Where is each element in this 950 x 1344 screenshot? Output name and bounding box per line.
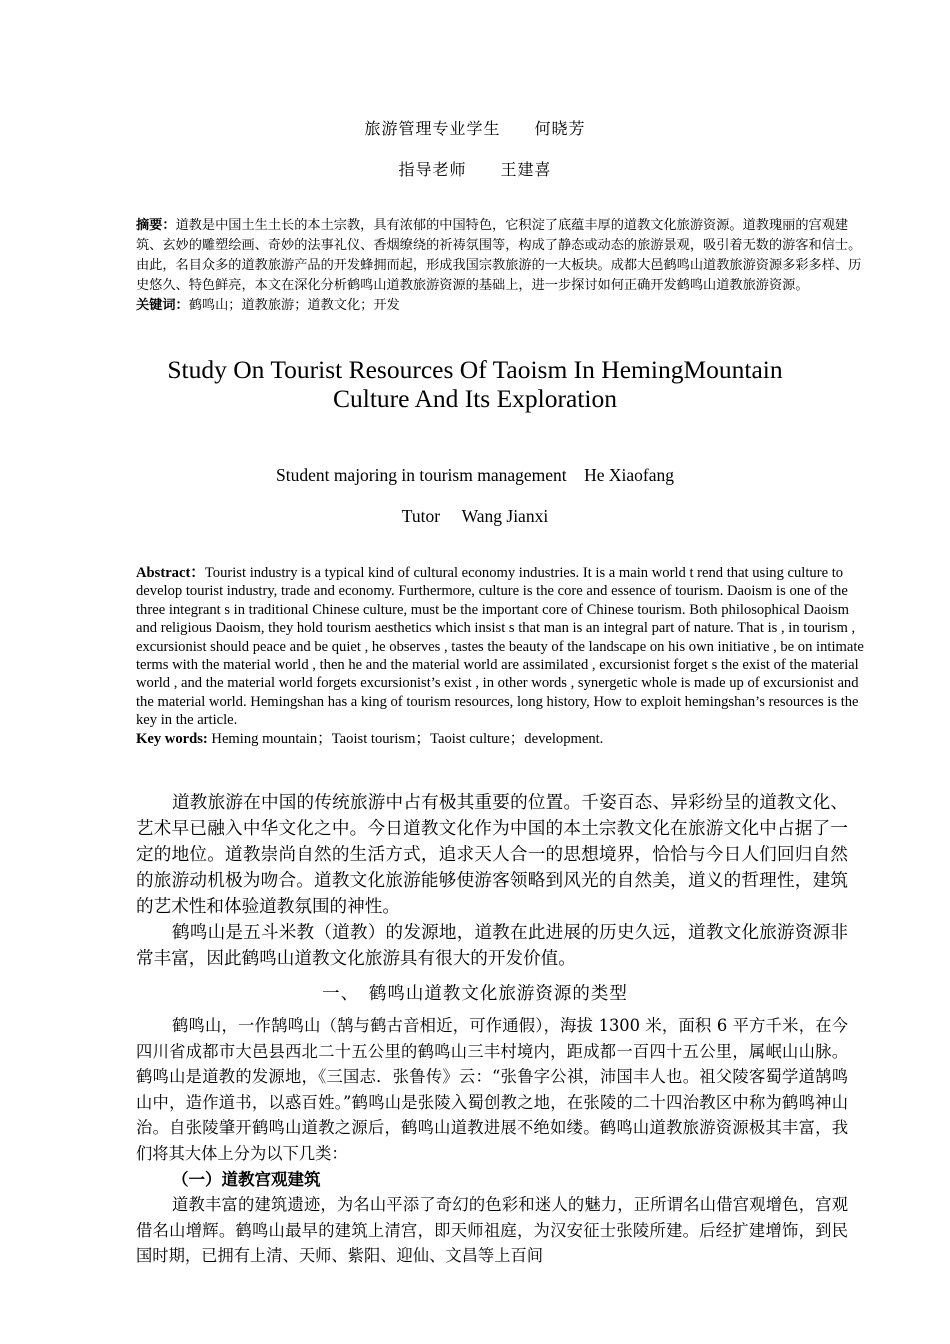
abstract-label: 摘要： [136, 218, 176, 233]
subsection-heading: （一）道教宫观建筑 [172, 1169, 321, 1189]
abstract-text: 道教是中国土生土长的本土宗教，具有浓郁的中国特色，它积淀了底蕴丰厚的道教文化旅游资源。道教瑰丽的宫观建筑、玄妙的雕塑绘画、奇妙的法事礼仪、香烟缭绕的祈祷氛围等，构成了静态或动态的旅游景观，吸引着无数的游客和信士。由此，名目众多的道教旅游产品的开发蜂拥而起，形成我国宗教旅游的一大板块。成都大邑鹤鸣山道教旅游资源多彩多样、历史悠久、特色鲜亮，本文在深化分析鹤鸣山道教旅游资源的基础上，进一步探讨如何正确开发鹤鸣山道教旅游资源。 [136, 218, 862, 293]
english-student-line: Student majoring in tourism management He Xiaofang [275, 465, 675, 485]
title-line-1: Study On Tourist Resources Of Taoism In HemingMountain [167, 355, 783, 384]
keywords-label: 关键词： [136, 298, 189, 313]
section-heading: 一、 鹤鸣山道教文化旅游资源的类型 [322, 984, 628, 1004]
english-abstract-text: Tourist industry is a typical kind of cultural economy industries. It is a main world t rend that using culture to develop tourist industry, trade and economy. Furthermore, culture is the core and essence of tourism. Daoism is one of the three integrant s in traditional Chinese culture, must be the important core of Chinese tourism. Both philosophical Daoism and religious Daoism, they hold tourism aesthetics which insist s that man is an integral part of nature. That is , in tourism , excursionist should peace and be quiet , he observes , tastes the beauty of the landscape on his own initiative , be on intimate terms with the material world , then he and the material world are assimilated , excursionist forget s the exist of the material world , and the material world forgets excursionist’s exist , in other words , synergetic whole is made up of excursionist and the material world. Hemingshan has a king of tourism resources, long history, How to exploit hemingshan’s resources is the key in the article. [136, 565, 864, 729]
student-line: 旅游管理专业学生 何晓芳 [364, 119, 586, 138]
tutor-line: 指导老师 王建喜 [398, 160, 552, 179]
title-line-2: Culture And Its Exploration [332, 384, 617, 413]
english-keywords-text: Heming mountain；Taoist tourism；Taoist culture；development. [211, 730, 604, 747]
section-paragraph-1: 鹤鸣山，一作鹄鸣山（鹄与鹤古音相近，可作通假），海拔 1300 米，面积 6 平方千米，在今四川省成都市大邑县西北二十五公里的鹤鸣山三丰村境内，距成都一百四十五公里，属岷山山脉。鹤鸣山是道教的发源地，《三国志．张鲁传》云：“张鲁字公祺，沛国丰人也。祖父陵客蜀学道鹄鸣山中，造作道书，以惑百姓。”鹤鸣山是张陵入蜀创教之地，在张陵的二十四治教区中称为鹤鸣神山治。自张陵肇开鹤鸣山道教之源后，鹤鸣山道教进展不绝如缕。鹤鸣山道教旅游资源极其丰富，我们将其大体上分为以下几类： [136, 1016, 848, 1163]
intro-paragraph-2: 鹤鸣山是五斗米教（道教）的发源地，道教在此进展的历史久远，道教文化旅游资源非常丰富，因此鹤鸣山道教文化旅游具有很大的开发价值。 [136, 923, 848, 969]
english-abstract-label: Abstract： [136, 565, 205, 581]
introduction [136, 790, 848, 972]
keywords-text: 鹤鸣山；道教旅游；道教文化；开发 [188, 298, 400, 313]
intro-paragraph-1: 道教旅游在中国的传统旅游中占有极其重要的位置。千姿百态、异彩纷呈的道教文化、艺术早已融入中华文化之中。今日道教文化作为中国的本土宗教文化在旅游文化中占据了一定的地位。道教崇尚自然的生活方式，追求天人合一的思想境界，恰恰与今日人们回归自然的旅游动机极为吻合。道教文化旅游能够使游客领略到风光的自然美，道义的哲理性，建筑的艺术性和体验道教氛围的神性。 [136, 793, 848, 917]
english-title [0, 355, 950, 413]
english-abstract [136, 564, 866, 748]
subsection-paragraph-1: 道教丰富的建筑遗迹，为名山平添了奇幻的色彩和迷人的魅力，正所谓名山借宫观增色，宫观借名山增辉。鹤鸣山最早的建筑上清宫，即天师祖庭，为汉安征士张陵所建。后经扩建增饰，到民国时期，已拥有上清、天师、紫阳、迎仙、文昌等上百间 [136, 1195, 848, 1266]
english-tutor-line: Tutor Wang Jianxi [401, 506, 549, 526]
english-keywords-label: Key words: [136, 730, 208, 747]
section-body [136, 1013, 848, 1269]
chinese-abstract [136, 216, 866, 316]
